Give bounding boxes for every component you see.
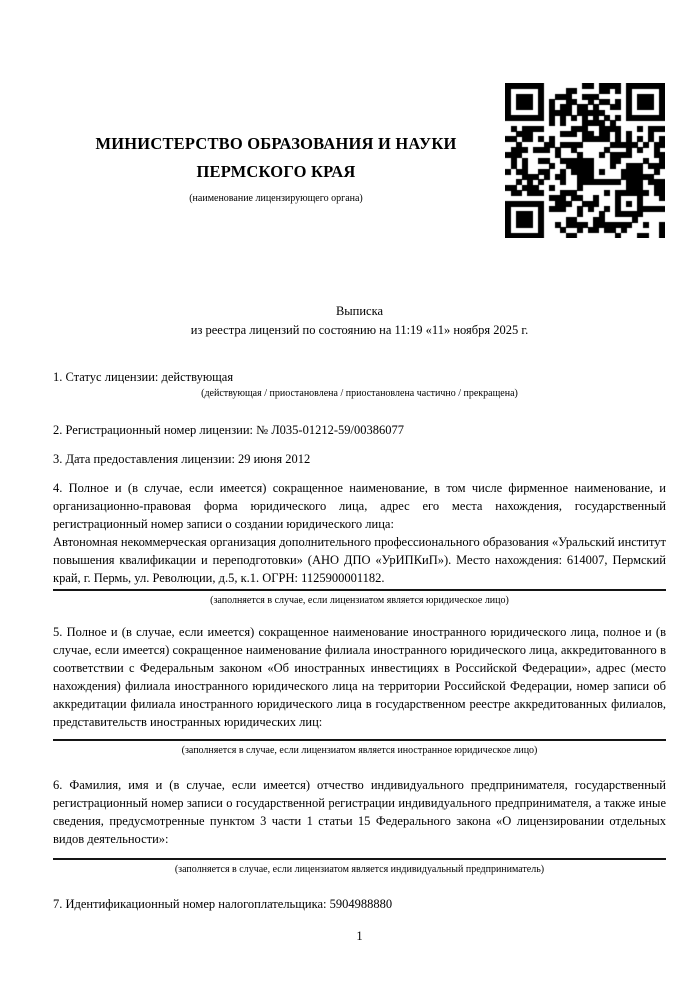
licensing-authority-caption: (наименование лицензирующего органа)	[189, 193, 363, 204]
field-legal-entity-question: 4. Полное и (в случае, если имеется) сокращенное наименование, в том числе фирменное наименование, и организационно-правовая форма юридического лица, адрес его места нахождения, государственный регистрационный номер записи о создании юридического лица:	[53, 481, 666, 531]
ministry-name-line1: МИНИСТЕРСТВО ОБРАЗОВАНИЯ И НАУКИ	[95, 134, 457, 153]
extract-title-block	[53, 302, 666, 340]
field-license-status: 1. Статус лицензии: действующая	[53, 370, 234, 384]
field-legal-entity-answer: Автономная некоммерческая организация дополнительного профессионального образования «Уральский институт повышения квалификации и переподготовки» (АНО ДПО «УрИПКиП»). Место нахождения: 614007, Пермский край, г. Пермь, ул. Революции, д.5, к.1. ОГРН: 1125900001182.	[53, 535, 666, 585]
caption-foreign-entity: (заполняется в случае, если лицензиатом является иностранное юридическое лицо)	[53, 739, 666, 757]
caption-license-status-options: (действующая / приостановлена / приостановлена частично / прекращена)	[201, 388, 518, 399]
field-registration-number: 2. Регистрационный номер лицензии: № Л035-01212-59/00386077	[53, 423, 404, 437]
field-grant-date: 3. Дата предоставления лицензии: 29 июня 2012	[53, 452, 311, 466]
caption-individual-entrepreneur: (заполняется в случае, если лицензиатом является индивидуальный предприниматель)	[53, 858, 666, 876]
field-individual-entrepreneur-question: 6. Фамилия, имя и (в случае, если имеется) отчество индивидуального предпринимателя, государственный регистрационный номер записи о государственной регистрации индивидуального предпринимателя, а также иные сведения, предусмотренные пунктом 3 части 1 статьи 15 Федерального закона «О лицензировании отдельных видов деятельности»:	[53, 778, 666, 846]
field-legal-entity	[53, 479, 666, 587]
ministry-header	[53, 130, 499, 205]
field-taxpayer-number: 7. Идентификационный номер налогоплательщика: 5904988880	[53, 897, 393, 911]
field-foreign-entity-question: 5. Полное и (в случае, если имеется) сокращенное наименование иностранного юридического лица, полное и (в случае, если имеется) сокращенное наименование филиала иностранного юридического лица, аккредитованного в соответствии с Федеральным законом «Об иностранных инвестициях в Российской Федерации», адрес (место нахождения) филиала иностранного юридического лица на территории Российской Федерации, номер записи об аккредитации филиала иностранного юридического лица в государственном реестре аккредитованных филиалов, представительств иностранных юридических лиц:	[53, 625, 666, 729]
qr-code	[505, 83, 665, 238]
page-number: 1	[356, 929, 363, 943]
caption-legal-entity: (заполняется в случае, если лицензиатом является юридическое лицо)	[53, 589, 666, 607]
extract-subtitle: из реестра лицензий по состоянию на 11:19 «11» ноября 2025 г.	[190, 323, 529, 337]
ministry-name-line2: ПЕРМСКОГО КРАЯ	[196, 162, 356, 181]
extract-title: Выписка	[335, 304, 384, 318]
